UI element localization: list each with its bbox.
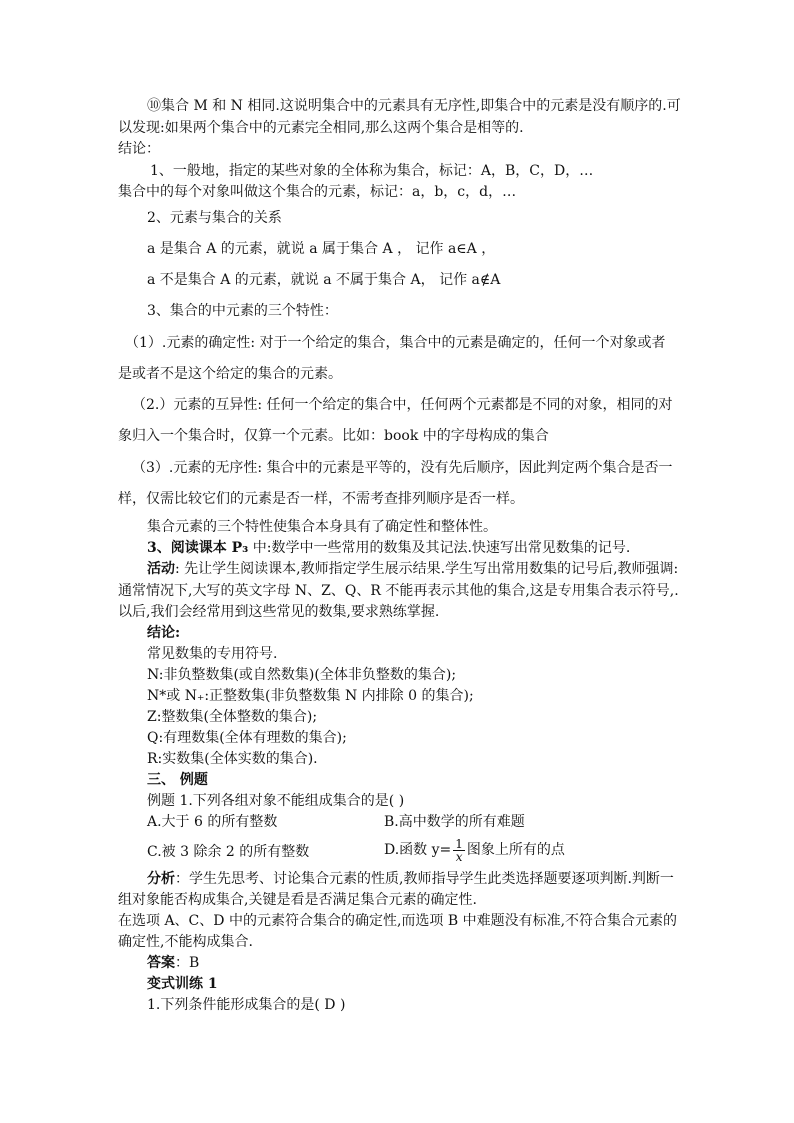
text-line: a 是集合 A 的元素，就说 a 属于集合 A ， 记作 a∈A ， [147, 241, 496, 257]
text-line [147, 560, 678, 578]
fraction [453, 838, 465, 863]
section-heading: 变式训练 1 [147, 976, 218, 992]
fraction-numerator: 1 [455, 836, 463, 851]
text-line: 通常情况下,大写的英文字母 N、Z、Q、R 不能再表示其他的集合,这是专用集合表示符号,. [118, 583, 679, 599]
option-d [384, 835, 565, 865]
text-line: 确定性,不能构成集合. [118, 934, 253, 950]
text-line: 在选项 A、C、D 中的元素符合集合的确定性,而选项 B 中难题没有标准,不符合集合元素的 [118, 913, 678, 929]
text-line: R:实数集(全体实数的集合). [147, 751, 318, 767]
text-line: N*或 N₊:正整数集(非负整数集 N 内排除 0 的集合); [147, 688, 474, 704]
text-line: （1）.元素的确定性: 对于一个给定的集合，集合中的元素是确定的，任何一个对象或者 [125, 335, 666, 351]
option-a: A.大于 6 的所有整数 [147, 814, 278, 830]
text-line: N:非负整数集(或自然数集)(全体非负整数的集合); [147, 667, 457, 683]
analysis-label: 分析 [147, 871, 175, 887]
text-line: Q:有理数集(全体有理数的集合); [147, 730, 347, 746]
fraction-denominator: x [455, 849, 463, 864]
question-stem: 1.下列条件能形成集合的是( D ) [147, 997, 346, 1013]
text-line [147, 870, 674, 888]
section-label: 3、阅读课本 P₃ [147, 540, 249, 556]
text-line: Z:整数集(全体整数的集合); [147, 709, 318, 725]
text-line: 常见数集的专用符号. [147, 646, 278, 662]
activity-label: 活动 [147, 561, 175, 577]
text-line [147, 954, 199, 972]
text-line: ⑩集合 M 和 N 相同.这说明集合中的元素具有无序性,即集合中的元素是没有顺序的.可 [147, 98, 681, 114]
text-line: （2.）元素的互异性: 任何一个给定的集合中，任何两个元素都是不同的对象，相同的对 [132, 397, 673, 413]
text-line: （3）.元素的无序性: 集合中的元素是平等的，没有先后顺序，因此判定两个集合是否一 [132, 460, 673, 476]
text-line: 以后,我们会经常用到这些常见的数集,要求熟练掌握. [118, 604, 440, 620]
text-line: 象归入一个集合时，仅算一个元素。比如：book 中的字母构成的集合 [118, 428, 549, 444]
text-line: a 不是集合 A 的元素，就说 a 不属于集合 A， 记作 a∉A [147, 272, 501, 288]
text-line: 集合元素的三个特性使集合本身具有了确定性和整体性。 [147, 519, 497, 535]
question-stem: 例题 1.下列各组对象不能组成集合的是( ) [147, 793, 405, 809]
text-line: 3、集合的中元素的三个特性： [147, 303, 338, 319]
text-line: 2、元素与集合的关系 [147, 210, 282, 226]
text-line: 是或者不是这个给定的集合的元素。 [118, 366, 342, 382]
answer-label: 答案 [147, 955, 175, 971]
text-span: 图象上所有的点 [466, 842, 565, 858]
conclusion-heading: 结论： [118, 141, 160, 157]
text-span: ：学生先思考、讨论集合元素的性质,教师指导学生此类选择题要逐项判断.判断一 [175, 871, 674, 887]
text-line: 集合中的每个对象叫做这个集合的元素，标记：a，b，c，d，… [118, 184, 517, 200]
section-heading: 三、 例题 [147, 772, 208, 788]
text-span: ：B [175, 955, 200, 971]
text-span: : 先让学生阅读课本,教师指定学生展示结果.学生写出常用数集的记号后,教师强调: [175, 561, 679, 577]
text-line: 样，仅需比较它们的元素是否一样，不需考查排列顺序是否一样。 [118, 491, 524, 507]
text-line [147, 539, 630, 557]
option-b: B.高中数学的所有难题 [384, 814, 525, 830]
text-line: 1、一般地，指定的某些对象的全体称为集合，标记：A，B，C，D，… [150, 163, 594, 179]
option-c: C.被 3 除余 2 的所有整数 [147, 844, 310, 860]
text-line: 以发现:如果两个集合中的元素完全相同,那么这两个集合是相等的. [118, 120, 524, 136]
text-line: 组对象能否构成集合,关键是看是否满足集合元素的确定性. [118, 892, 477, 908]
text-span: 中:数学中一些常用的数集及其记法.快速写出常见数集的记号. [248, 540, 631, 556]
conclusion-heading: 结论: [147, 625, 181, 641]
text-span: D.函数 y= [384, 842, 452, 858]
